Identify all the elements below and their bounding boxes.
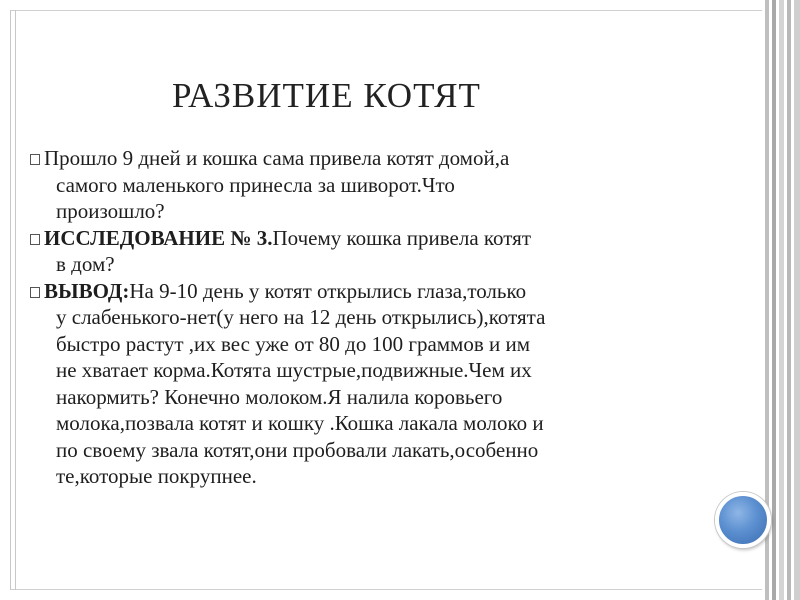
bullet-box-icon — [30, 287, 40, 298]
research-heading: ИССЛЕДОВАНИЕ № 3. — [44, 225, 273, 250]
paragraph-1-line-1: Прошло 9 дней и кошка сама привела котят домой,а — [44, 146, 510, 170]
paragraph-3-line-1 — [44, 278, 700, 305]
bullet-box-icon — [30, 154, 40, 165]
paragraph-3-line-6: молока,позвала котят и кошку .Кошка лакала молоко и — [56, 411, 544, 435]
paragraph-3-line-3: быстро растут ,их вес уже от 80 до 100 граммов и им — [56, 331, 531, 356]
paragraph-3-line-8: те,которые покрупнее. — [56, 464, 257, 488]
paragraph-3-line-7: по своему звала котят,они пробовали лакать,особенно — [56, 437, 539, 462]
decorative-circle-icon — [715, 492, 771, 548]
paragraph-1 — [30, 145, 700, 225]
paragraph-3-line-2: у слабенького-нет(у него на 12 день открылись),котята — [56, 305, 546, 329]
frame-bottom-line — [10, 589, 762, 590]
paragraph-2-line-1 — [44, 225, 700, 252]
paragraph-3 — [30, 278, 700, 490]
paragraph-2-line-2: в дом? — [56, 252, 115, 276]
slide-title: РАЗВИТИЕ КОТЯТ — [172, 76, 481, 115]
paragraph-3-line-4: не хватает корма.Котята шустрые,подвижные.Чем их — [56, 358, 532, 382]
frame-top-line — [10, 10, 762, 11]
conclusion-text-start: На 9-10 день у котят открылись глаза,только — [129, 278, 527, 303]
paragraph-2 — [30, 225, 700, 278]
bullet-box-icon — [30, 234, 40, 245]
conclusion-heading: ВЫВОД: — [44, 278, 130, 303]
research-question: Почему кошка привела котят — [272, 225, 532, 250]
paragraph-3-line-5: накормить? Конечно молоком.Я налила коровьего — [56, 384, 503, 409]
paragraph-1-line-3: произошло? — [56, 199, 165, 223]
slide-body — [30, 145, 700, 490]
paragraph-1-line-2: самого маленького принесла за шиворот.Что — [56, 172, 455, 197]
frame-left-border — [10, 10, 16, 590]
